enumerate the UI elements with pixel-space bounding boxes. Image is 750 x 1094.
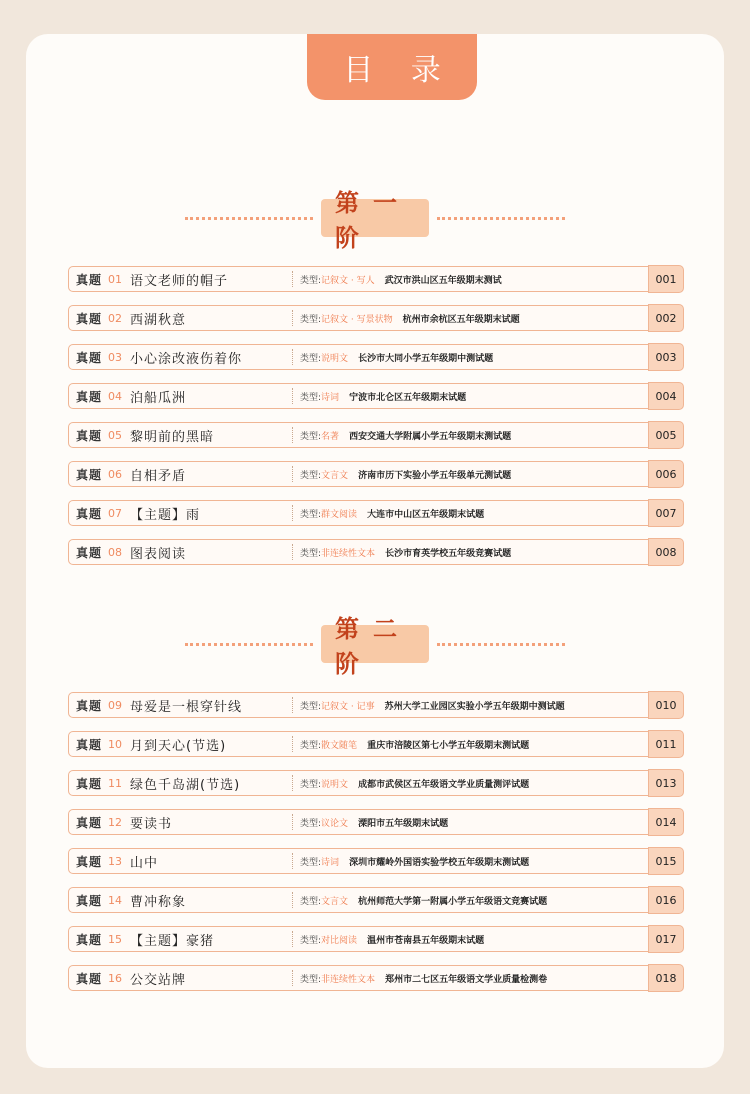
entry-title: 【主题】雨	[130, 507, 201, 523]
entry-type: 诗词	[321, 857, 340, 868]
entry-title: 图表阅读	[130, 546, 187, 562]
entry-label: 真题	[76, 467, 103, 482]
entry-left	[68, 539, 292, 565]
entry-source: 重庆市涪陵区第七小学五年级期末测试题	[367, 740, 530, 751]
entry-type: 对比阅读	[321, 935, 358, 946]
entry-number: 03	[108, 350, 123, 364]
section-title: 第一阶	[321, 199, 429, 237]
entry-left	[68, 383, 292, 409]
entry-details	[300, 926, 484, 952]
entry-label: 真题	[76, 932, 103, 947]
toc-entry[interactable]	[68, 539, 708, 565]
entry-title: 【主题】豪猪	[130, 933, 215, 949]
entry-number: 01	[108, 272, 123, 286]
entry-type: 文言文	[321, 470, 349, 481]
dotted-divider-left	[185, 217, 313, 220]
type-label: 类型:	[300, 470, 322, 481]
entry-separator	[292, 271, 293, 287]
dotted-divider-right	[437, 643, 565, 646]
entry-title: 小心涂改液伤着你	[130, 351, 243, 367]
entry-left	[68, 500, 292, 526]
entry-label: 真题	[76, 311, 103, 326]
entry-type: 议论文	[321, 818, 349, 829]
entry-source: 杭州师范大学第一附属小学五年级语文竞赛试题	[358, 896, 548, 907]
entry-source: 武汉市洪山区五年级期末测试	[384, 275, 502, 286]
entry-label: 真题	[76, 776, 103, 791]
entry-separator	[292, 544, 293, 560]
entry-source: 深圳市耀岭外国语实验学校五年级期末测试题	[349, 857, 530, 868]
entry-details	[300, 305, 520, 331]
toc-entry[interactable]	[68, 692, 708, 718]
entry-details	[300, 383, 466, 409]
entry-number: 09	[108, 698, 123, 712]
section-header-2	[26, 614, 724, 678]
entry-type: 说明文	[321, 779, 349, 790]
entry-number: 15	[108, 932, 123, 946]
entry-title: 绿色千岛湖(节选)	[130, 777, 241, 793]
toc-entry[interactable]	[68, 731, 708, 757]
entry-page-number: 010	[648, 691, 684, 719]
entry-source: 杭州市余杭区五年级期末试题	[402, 314, 520, 325]
entry-source: 西安交通大学附属小学五年级期末测试题	[349, 431, 512, 442]
entry-title: 母爱是一根穿针线	[130, 699, 243, 715]
section-header-1	[26, 188, 724, 252]
entry-title: 泊船瓜洲	[130, 390, 187, 406]
entry-page-number: 007	[648, 499, 684, 527]
entry-details	[300, 848, 529, 874]
entry-left	[68, 809, 292, 835]
entry-number: 16	[108, 971, 123, 985]
entry-number: 11	[108, 776, 123, 790]
entry-separator	[292, 388, 293, 404]
entry-type: 名著	[321, 431, 340, 442]
type-label: 类型:	[300, 896, 322, 907]
toc-entry[interactable]	[68, 305, 708, 331]
entry-separator	[292, 853, 293, 869]
toc-entry[interactable]	[68, 770, 708, 796]
entry-page-number: 014	[648, 808, 684, 836]
toc-entry[interactable]	[68, 926, 708, 952]
type-label: 类型:	[300, 392, 322, 403]
section-title: 第二阶	[321, 625, 429, 663]
entry-left	[68, 422, 292, 448]
entry-separator	[292, 466, 293, 482]
entry-label: 真题	[76, 350, 103, 365]
entry-separator	[292, 931, 293, 947]
entry-title: 语文老师的帽子	[130, 273, 229, 289]
entry-details	[300, 539, 511, 565]
entry-details	[300, 344, 493, 370]
entry-left	[68, 692, 292, 718]
entry-left	[68, 305, 292, 331]
entry-type: 散文随笔	[321, 740, 358, 751]
toc-entry[interactable]	[68, 461, 708, 487]
entry-number: 07	[108, 506, 123, 520]
entry-separator	[292, 505, 293, 521]
entry-number: 12	[108, 815, 123, 829]
entry-details	[300, 965, 547, 991]
entry-separator	[292, 736, 293, 752]
toc-entry[interactable]	[68, 266, 708, 292]
entry-page-number: 015	[648, 847, 684, 875]
entry-left	[68, 965, 292, 991]
toc-entry[interactable]	[68, 848, 708, 874]
entry-separator	[292, 349, 293, 365]
entry-separator	[292, 892, 293, 908]
page-title: 目 录	[307, 34, 477, 100]
type-label: 类型:	[300, 314, 322, 325]
type-label: 类型:	[300, 935, 322, 946]
type-label: 类型:	[300, 974, 322, 985]
entry-left	[68, 266, 292, 292]
entry-left	[68, 848, 292, 874]
entry-number: 05	[108, 428, 123, 442]
toc-entry[interactable]	[68, 344, 708, 370]
entry-title: 山中	[130, 855, 159, 871]
entry-number: 08	[108, 545, 123, 559]
type-label: 类型:	[300, 818, 322, 829]
entry-source: 长沙市育英学校五年级竞赛试题	[385, 548, 512, 559]
entry-source: 温州市苍南县五年级期末试题	[367, 935, 485, 946]
entry-label: 真题	[76, 854, 103, 869]
entry-source: 苏州大学工业园区实验小学五年级期中测试题	[384, 701, 565, 712]
entry-number: 02	[108, 311, 123, 325]
entry-page-number: 016	[648, 886, 684, 914]
entry-title: 西湖秋意	[130, 312, 187, 328]
toc-page	[26, 34, 724, 1068]
entry-details	[300, 809, 448, 835]
entry-label: 真题	[76, 506, 103, 521]
entry-type: 说明文	[321, 353, 349, 364]
entry-title: 月到天心(节选)	[130, 738, 227, 754]
entry-title: 曹冲称象	[130, 894, 187, 910]
entry-details	[300, 422, 511, 448]
entry-title: 公交站牌	[130, 972, 187, 988]
entry-source: 长沙市大同小学五年级期中测试题	[358, 353, 494, 364]
entry-source: 溧阳市五年级期末试题	[358, 818, 449, 829]
entry-title: 黎明前的黑暗	[130, 429, 215, 445]
type-label: 类型:	[300, 701, 322, 712]
type-label: 类型:	[300, 509, 322, 520]
entry-label: 真题	[76, 272, 103, 287]
entry-page-number: 001	[648, 265, 684, 293]
toc-entry[interactable]	[68, 965, 708, 991]
entry-number: 04	[108, 389, 123, 403]
entry-type: 群文阅读	[321, 509, 358, 520]
type-label: 类型:	[300, 431, 322, 442]
type-label: 类型:	[300, 740, 322, 751]
entry-source: 宁波市北仑区五年级期末试题	[349, 392, 467, 403]
entry-label: 真题	[76, 428, 103, 443]
entry-number: 13	[108, 854, 123, 868]
toc-entry[interactable]	[68, 500, 708, 526]
entry-label: 真题	[76, 893, 103, 908]
dotted-divider-left	[185, 643, 313, 646]
toc-entry[interactable]	[68, 422, 708, 448]
entry-source: 郑州市二七区五年级语文学业质量检测卷	[385, 974, 548, 985]
entry-label: 真题	[76, 971, 103, 986]
entry-label: 真题	[76, 737, 103, 752]
entry-type: 记叙文 · 写人	[321, 275, 375, 286]
entry-details	[300, 461, 511, 487]
entry-page-number: 008	[648, 538, 684, 566]
entry-details	[300, 887, 547, 913]
entry-separator	[292, 775, 293, 791]
type-label: 类型:	[300, 779, 322, 790]
entry-label: 真题	[76, 815, 103, 830]
toc-entry[interactable]	[68, 887, 708, 913]
entry-title: 要读书	[130, 816, 173, 832]
entry-page-number: 004	[648, 382, 684, 410]
type-label: 类型:	[300, 857, 322, 868]
entry-left	[68, 770, 292, 796]
entry-details	[300, 266, 502, 292]
entry-details	[300, 692, 565, 718]
entry-title: 自相矛盾	[130, 468, 187, 484]
entry-type: 文言文	[321, 896, 349, 907]
entry-type: 非连续性文本	[321, 974, 376, 985]
entry-separator	[292, 427, 293, 443]
entry-left	[68, 461, 292, 487]
toc-entry[interactable]	[68, 809, 708, 835]
entry-type: 记叙文 · 记事	[321, 701, 375, 712]
entry-number: 14	[108, 893, 123, 907]
entry-left	[68, 926, 292, 952]
toc-entry[interactable]	[68, 383, 708, 409]
entry-left	[68, 887, 292, 913]
entry-type: 非连续性文本	[321, 548, 376, 559]
entry-page-number: 011	[648, 730, 684, 758]
type-label: 类型:	[300, 353, 322, 364]
dotted-divider-right	[437, 217, 565, 220]
entry-page-number: 003	[648, 343, 684, 371]
entry-page-number: 005	[648, 421, 684, 449]
entry-label: 真题	[76, 389, 103, 404]
entry-type: 诗词	[321, 392, 340, 403]
entry-page-number: 013	[648, 769, 684, 797]
entry-details	[300, 500, 484, 526]
entry-label: 真题	[76, 545, 103, 560]
entry-source: 大连市中山区五年级期末试题	[367, 509, 485, 520]
type-label: 类型:	[300, 275, 322, 286]
entry-left	[68, 731, 292, 757]
type-label: 类型:	[300, 548, 322, 559]
entry-page-number: 006	[648, 460, 684, 488]
entry-separator	[292, 697, 293, 713]
entry-details	[300, 770, 529, 796]
entry-separator	[292, 970, 293, 986]
entry-source: 济南市历下实验小学五年级单元测试题	[358, 470, 512, 481]
entry-left	[68, 344, 292, 370]
entry-page-number: 018	[648, 964, 684, 992]
entry-number: 10	[108, 737, 123, 751]
entry-details	[300, 731, 529, 757]
entry-source: 成都市武侯区五年级语文学业质量测评试题	[358, 779, 530, 790]
entry-separator	[292, 814, 293, 830]
entry-label: 真题	[76, 698, 103, 713]
entry-page-number: 002	[648, 304, 684, 332]
entry-type: 记叙文 · 写景状物	[321, 314, 393, 325]
entry-page-number: 017	[648, 925, 684, 953]
entry-separator	[292, 310, 293, 326]
entry-number: 06	[108, 467, 123, 481]
